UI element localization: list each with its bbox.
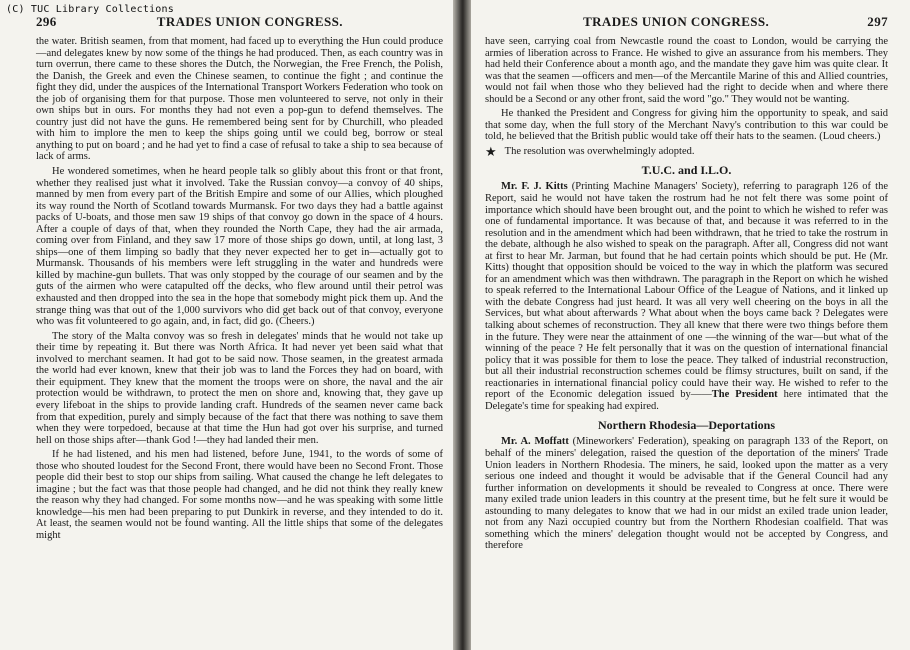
left-paragraph: If he had listened, and his men had listened, before June, 1941, to the words of some of those who shouted loudest for the Second Front, there would have been no Second Front. Those people did their best to stop our ships from sailing. What caused the change he left delegates to imagine ; but the fact was that those people had changed, and he did not think they really knew the reason why they had changed. For some months now—and he was speaking with some little knowledge—his men had been preparing to put Dunkirk in reverse, and they intended to do it. At least, the seamen would not be found wanting. All the little ships that some of the delegates might <box>36 449 443 541</box>
left-running-title: TRADES UNION CONGRESS. <box>156 14 343 29</box>
right-running-head <box>485 14 888 30</box>
left-paragraph: The story of the Malta convoy was so fresh in delegates' minds that he would not take up their time by repeating it. But there was North Africa. It had never yet been said what that involved to merchant seamen. It had got to be said now. Those seamen, in the greatest armada the world had ever known, knew that their job was to land the Forces they had on board, with their equipment. They knew that the moment the troops were on shore, the naval and the air protection would be withdrawn, to protect the men on shore and, knowing that, they gave up every lifeboat in the ships to provide landing craft. Hundreds of the seamen never came back from that expedition, purely and simply because of the fact that there was nothing to save them when they were torpedoed, because at that time the Hun had got over his surprise, and turned hell on those ships after—thank God !—they had landed their men. <box>36 330 443 446</box>
left-page <box>0 0 453 650</box>
speaker-name: Mr. F. J. Kitts <box>501 181 568 193</box>
resolution-line <box>485 143 888 159</box>
left-paragraph: He wondered sometimes, when he heard people talk so glibly about this front or that front, whether they realised just what it involved. Take the Russian convoy—a convoy of 40 ships, manned by men from every part of the British Empire and some of our Allies, which ploughed its way round the North of Scotland towards Murmansk. For two days they had a battle against packs of U-boats, and those men saw 19 ships of that convoy go down in the space of 4 hours. After a couple of days of that, when they rounded the North Cape, they had the air armada, coming over from Finland, and they saw 17 more of those ships go down, until, at long last, 3 ships—one of them limping so badly that they never expected her to get in—actually got to Murmansk. Thousands of his members were left struggling in the water and hundreds were killed by machine-gun bullets. That was only stopped by the courage of our seamen and by the guts of the airmen who were catapulted off the decks, who flew around until their petrol was exhausted and then dropped into the sea in the hope that somebody might pick them up. And the strange thing was that out of the 1,000 survivors who did get back out of that convoy, everyone who was fit volunteered to go again, and, in fact, did go. (Cheers.) <box>36 166 443 328</box>
left-running-head <box>36 14 443 30</box>
president-label: The President <box>711 389 778 401</box>
copyright-watermark: (C) TUC Library Collections <box>6 4 174 15</box>
right-running-title: TRADES UNION CONGRESS. <box>583 14 770 29</box>
star-icon: ★ <box>485 143 497 159</box>
speech-text: (Mineworkers' Federation), speaking on paragraph 133 of the Report, on behalf of the miners' delegation, raised the question of the deportation of the miners' Trade Union leaders in Northern Rhodesia. The miners, he said, looked upon the matter as a very serious one indeed and thought it would be advisable that if the General Council had any further information on developments it should be revealed to Congress at once. There were many exiled trade union leaders in this country at the present time, but he felt sure it would be astounding to many delegates to know that we had in our midst an exiled trade union leader, not from any Nazi occupied country but from the Northern Rhodesian coalfield. That was something which the miners' delegation thought would not be accepted by Congress, and therefore <box>485 436 888 552</box>
speech-text: (Printing Machine Managers' Society), referring to paragraph 126 of the Report, said he would not have taken the rostrum had he not felt there was some point of importance which should have been brought out, and the point to which he wished to refer was one of fundamental importance. It was because of that, and because it was referred to in the resolution and in the amendment which had been withdrawn, that he tried to take the rostrum in the debate, although he also wished to speak on the paragraph. After all, Congress did not want at first to hear Mr. Jarman, but found that he had certain points which should be put. He (Mr. Kitts) thought that opposition should be voiced to the way in which the platform was secured for an amendment which was then withdrawn. The paragraph in the Report on which he wished to speak referred to the International Labour Office of the League of Nations, and it linked up with the debate Congress had just heard. It was all very well cheering on the boys in all the Services, but what about afterwards ? What about when the boys came back ? Delegates were talking about schemes of reconstruction. They all knew that there were two things before them in the future. They were near the attainment of one —the winning of the war—but what of the winning of the peace ? He felt personally that it was on the question of international financial policy that it was possible for them to lose the peace. They talked of industrial reconstruction, but all their industrial reconstruction schemes could be flimsy structures, built on sand, if the reactionaries in international financial policy could have their way. He wished to refer to the report of the Economic delegation issued by—— <box>485 181 888 401</box>
speech-text: here intimated that the Delegate's time for speaking had expired. <box>485 389 889 412</box>
left-page-number: 296 <box>36 14 57 29</box>
left-paragraph: the water. British seamen, from that moment, had faced up to everything the Hun could produce—and delegates knew by now some of the things he had produced. Then, as each country was in turn overrun, there came to these shores the Dutch, the Norwegian, the Free French, the Polish, the Danish, the Greek and even the Chinese seamen, to continue the fight ; and continue the fight they did, under the auspices of the International Transport Workers Federation who took on the job of organising them for that purpose. Those men volunteered to serve, not only in their own ships but in ours. For months they had not even a pop-gun to defend themselves. The country just did not have the guns. He remembered being sent for by Churchill, who pleaded with him to implore the men to keep the ships going until we could beg, borrow or steal anything to put on board ; and he had yet to find a case of refusal to take a ship to sea because of lack of arms. <box>36 36 443 163</box>
section-heading-northern-rhodesia: Northern Rhodesia—Deportations <box>598 418 775 433</box>
resolution-text: The resolution was overwhelmingly adopted. <box>504 145 695 157</box>
book-gutter <box>453 0 471 650</box>
right-paragraph: have seen, carrying coal from Newcastle round the coast to London, would be carrying the armies of liberation across to France. He wished to give an assurance from his members. They had held their Conference about a month ago, and the mandate they gave him was quite clear. It was that the seamen —officers and men—of the Mercantile Marine of this and Allied countries, would not fail when those who they believed had the right to decide when and where there should be a Second or any other front, said the word "go." They would not be wanting. <box>485 36 888 105</box>
right-page-number: 297 <box>867 14 888 29</box>
section-heading-tuc-ilo: T.U.C. and I.L.O. <box>641 163 732 178</box>
speaker-name: Mr. A. Moffatt <box>501 436 569 448</box>
moffatt-paragraph <box>485 436 888 551</box>
right-paragraph: He thanked the President and Congress for giving him the opportunity to speak, and said that some day, when the full story of the Merchant Navy's contribution to this war could be told, he believed that the British public would take off their hats to the seamen. (Loud cheers.) <box>485 108 888 143</box>
kitts-paragraph <box>485 181 888 412</box>
right-page <box>471 0 910 650</box>
